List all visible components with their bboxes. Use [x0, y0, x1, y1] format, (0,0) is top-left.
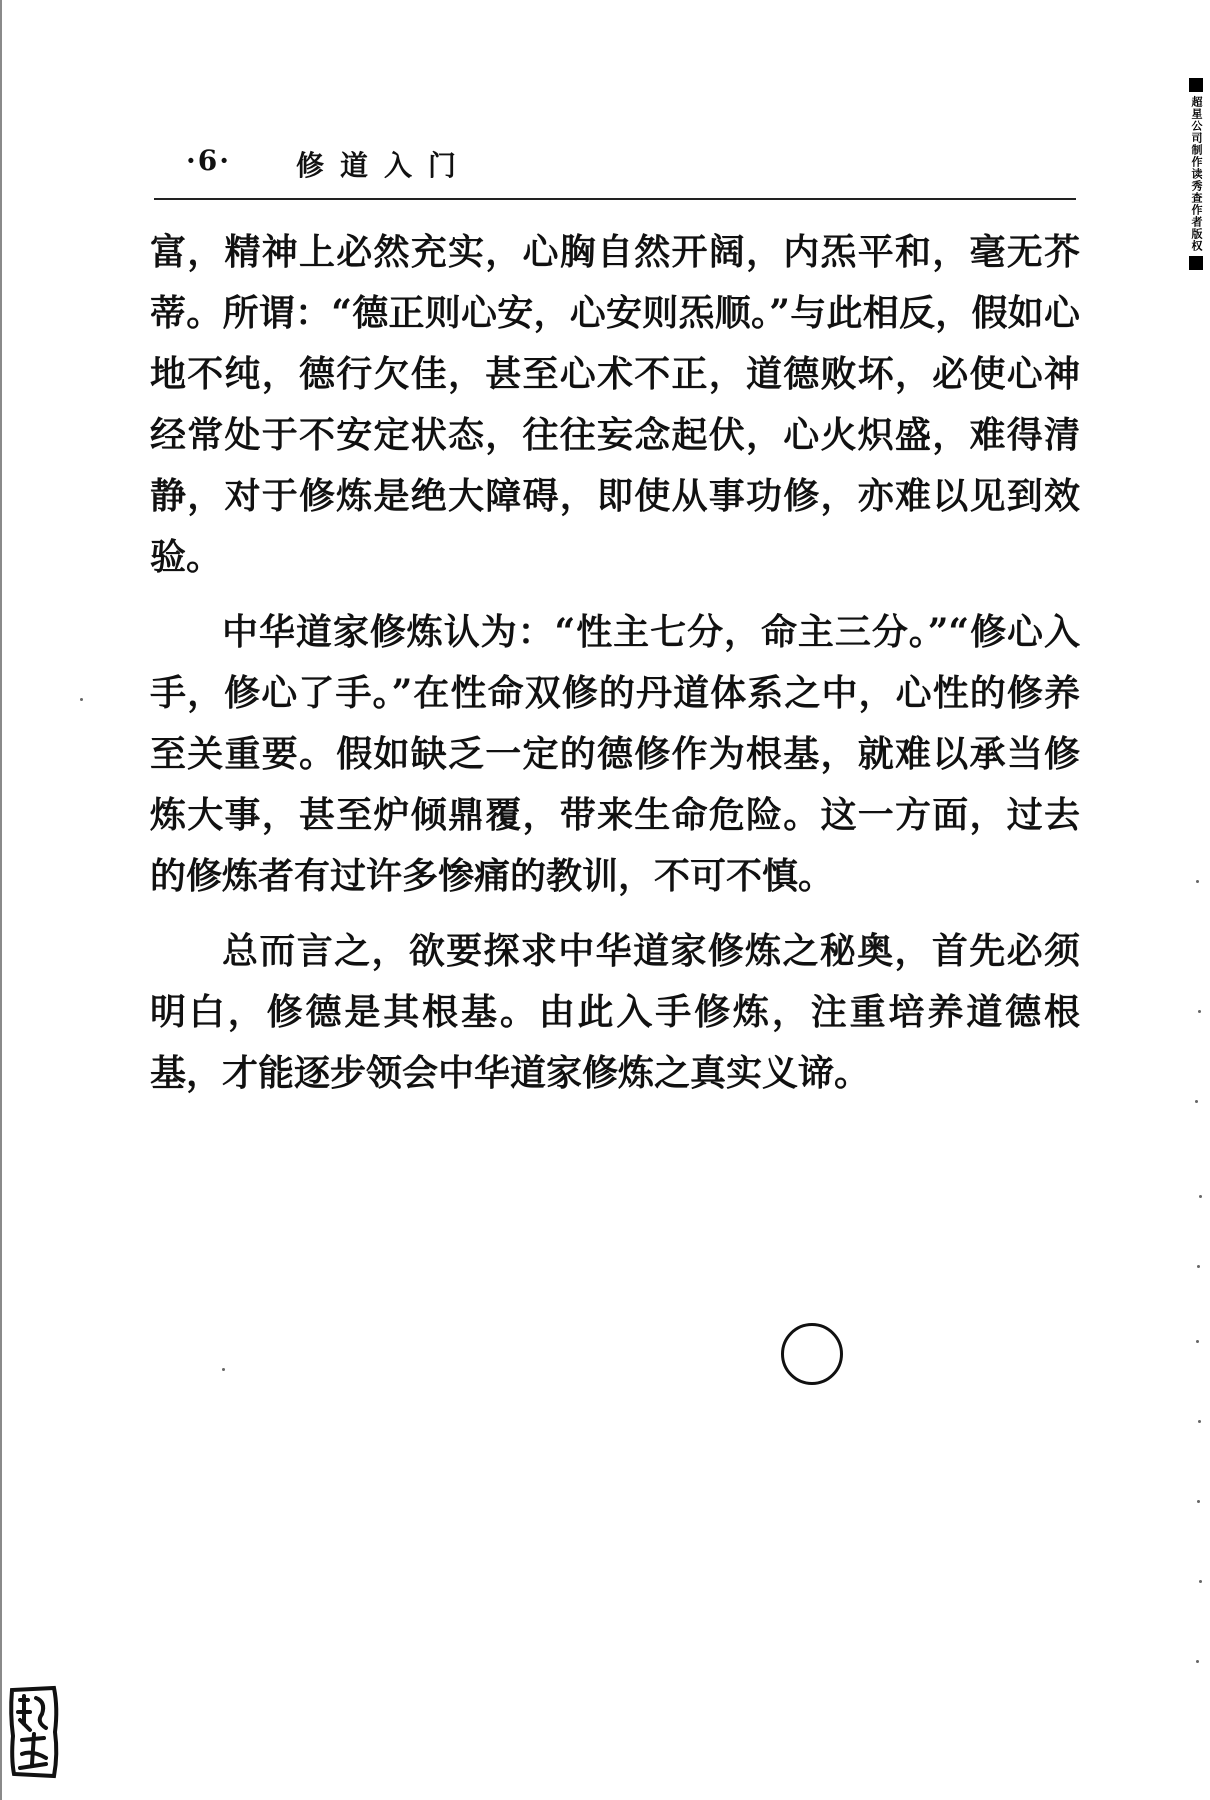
- scan-speck: [1199, 1195, 1202, 1198]
- watermark-text: 超星公司制作读秀查作者版权: [1190, 96, 1203, 252]
- scan-speck: [1197, 1265, 1200, 1268]
- page-header: [186, 144, 1086, 184]
- seal-stamp-icon: [6, 1684, 62, 1780]
- scan-speck: [1199, 1580, 1202, 1583]
- paragraph-1: 富，精神上必然充实，心胸自然开阔，内炁平和，毫无芥蒂。所谓：“德正则心安，心安则炁顺。”与此相反，假如心地不纯，德行欠佳，甚至心术不正，道德败坏，必使心神经常处于不安定状态，往往妄念起伏，心火炽盛，难得清静，对于修炼是绝大障碍，即使从事功修，亦难以见到效验。: [150, 231, 1080, 578]
- scan-speck: [1196, 1340, 1199, 1343]
- scan-speck: [1198, 1420, 1201, 1423]
- body-text: [150, 222, 1080, 1118]
- paragraph-2: 中华道家修炼认为：“性主七分，命主三分。”“修心入手，修心了手。”在性命双修的丹道体系之中，心性的修养至关重要。假如缺乏一定的德修作为根基，就难以承当修炼大事，甚至炉倾鼎覆，带来生命危险。这一方面，过去的修炼者有过许多惨痛的教训，不可不慎。: [150, 611, 1080, 897]
- scan-speck: [1196, 1660, 1199, 1663]
- scan-speck: [1198, 1010, 1201, 1013]
- strip-bar-bottom: [1189, 256, 1203, 270]
- scan-speck: [1195, 1100, 1198, 1103]
- strip-bar-top: [1189, 78, 1203, 92]
- scan-speck: [80, 698, 83, 701]
- scan-speck: [1197, 1500, 1200, 1503]
- paragraph-3: 总而言之，欲要探求中华道家修炼之秘奥，首先必须明白，修德是其根基。由此入手修炼，注重培养道德根基，才能逐步领会中华道家修炼之真实义谛。: [150, 930, 1080, 1094]
- scan-speck: [222, 1368, 225, 1371]
- scan-speck: [1196, 880, 1199, 883]
- circle-mark: [781, 1323, 843, 1385]
- header-rule: [154, 198, 1076, 200]
- page-number: ·6·: [186, 144, 231, 177]
- running-title: 修道入门: [296, 149, 473, 182]
- page-edge: [0, 0, 2, 1800]
- watermark-strip: [1188, 78, 1204, 328]
